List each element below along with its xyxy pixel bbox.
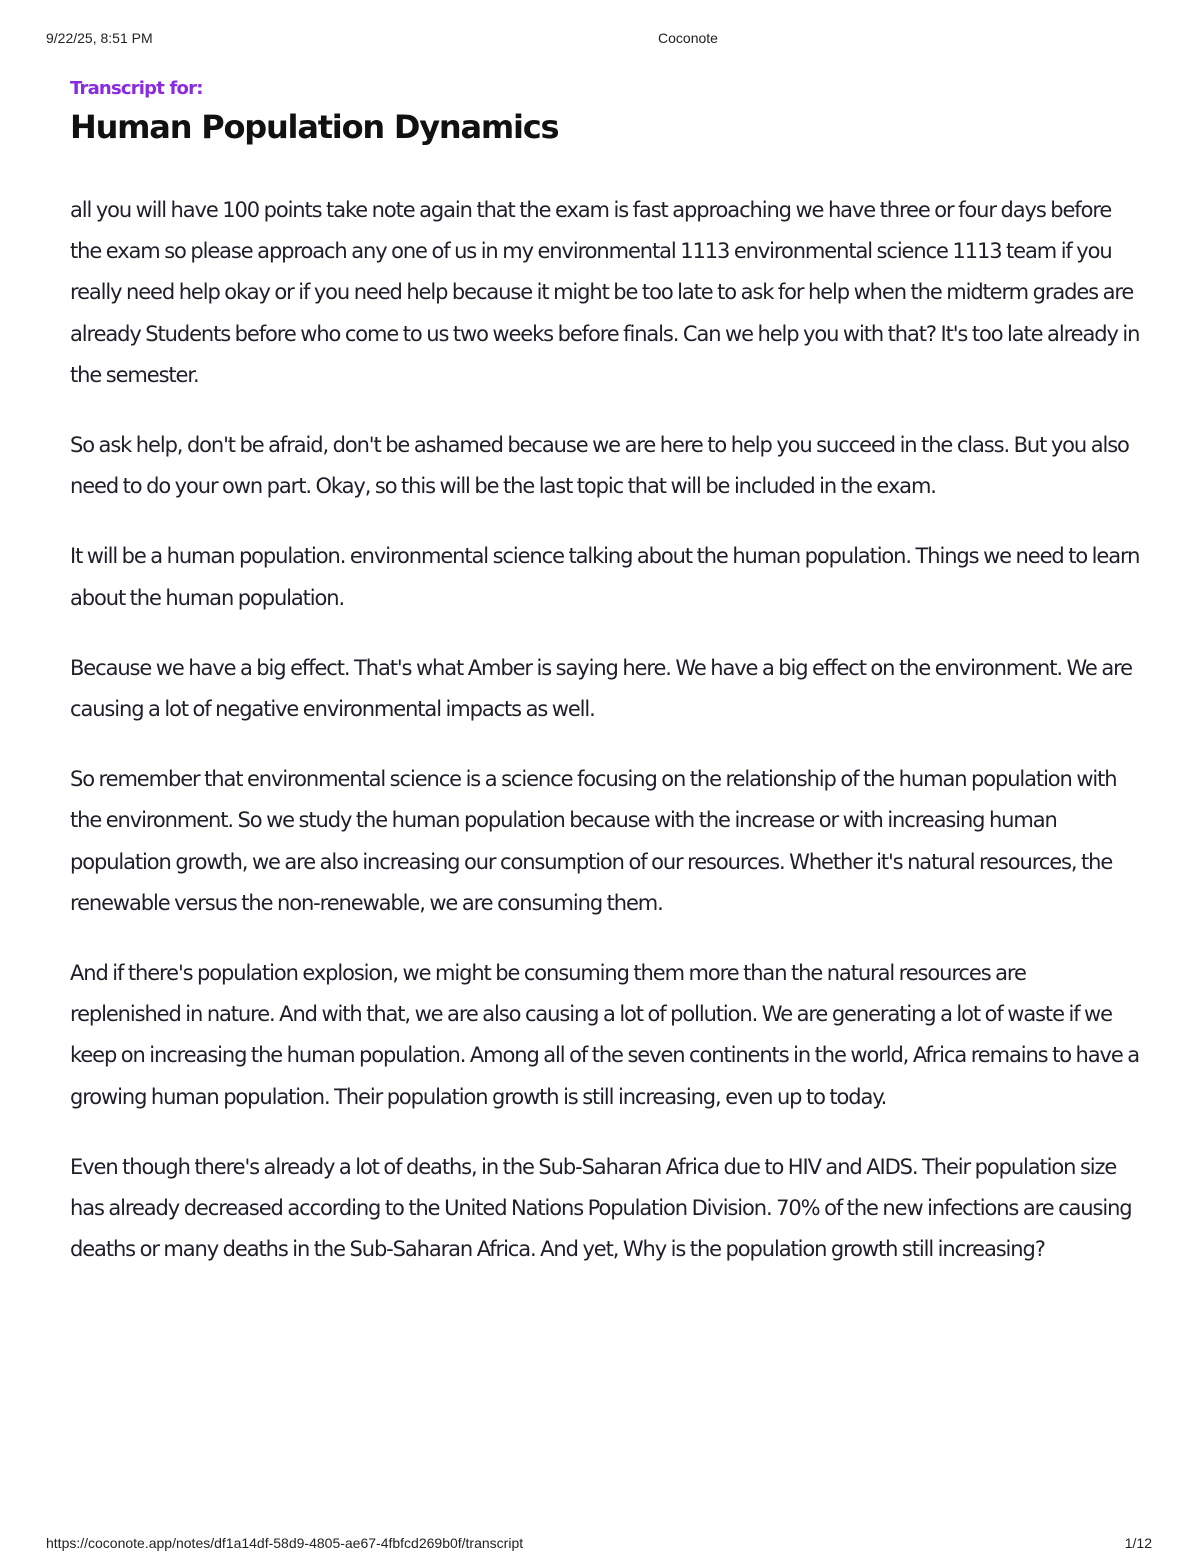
page-url: https://coconote.app/notes/df1a14df-58d9-4805-ae67-4fbfcd269b0f/transcript <box>46 1535 524 1551</box>
transcript-paragraph: It will be a human population. environmental science talking about the human population. Things we need to learn about the human population. <box>70 544 1140 610</box>
print-date: 9/22/25, 8:51 PM <box>46 30 153 46</box>
print-site-title: Coconote <box>658 30 718 46</box>
transcript-paragraph: Because we have a big effect. That's what Amber is saying here. We have a big effect on the environment. We are causing a lot of negative environmental impacts as well. <box>70 655 1132 722</box>
transcript-body <box>70 190 1140 1299</box>
transcript-paragraph: Even though there's already a lot of deaths, in the Sub-Saharan Africa due to HIV and AIDS. Their population size has already decreased according to the United Nations Population Division. 70% of the new infections are causing deaths or many deaths in the Sub-Saharan Africa. And yet, Why is the population growth still increasing? <box>70 1154 1132 1262</box>
page-number: 1/12 <box>1124 1535 1152 1551</box>
transcript-kicker: Transcript for: <box>70 78 203 99</box>
transcript-paragraph: So ask help, don't be afraid, don't be ashamed because we are here to help you succeed in the class. But you also need to do your own part. Okay, so this will be the last topic that will be included in the exam. <box>70 433 1129 499</box>
transcript-paragraph: all you will have 100 points take note again that the exam is fast approaching we have three or four days before the exam so please approach any one of us in my environmental 1113 environmental science 1113 team if you really need help okay or if you need help because it might be too late to ask for help when the midterm grades are already Students before who come to us two weeks before finals. Can we help you with that? It's too late already in the semester. <box>70 198 1140 387</box>
transcript-paragraph: So remember that environmental science is a science focusing on the relationship of the human population with the environment. So we study the human population because with the increase or with increasing human population growth, we are also increasing our consumption of our resources. Whether it's natural resources, the renewable versus the non-renewable, we are consuming them. <box>70 767 1117 915</box>
transcript-paragraph: And if there's population explosion, we might be consuming them more than the natural resources are replenished in nature. And with that, we are also causing a lot of pollution. We are generating a lot of waste if we keep on increasing the human population. Among all of the seven continents in the world, Africa remains to have a growing human population. Their population growth is still increasing, even up to today. <box>70 961 1140 1109</box>
page-title: Human Population Dynamics <box>70 108 559 146</box>
